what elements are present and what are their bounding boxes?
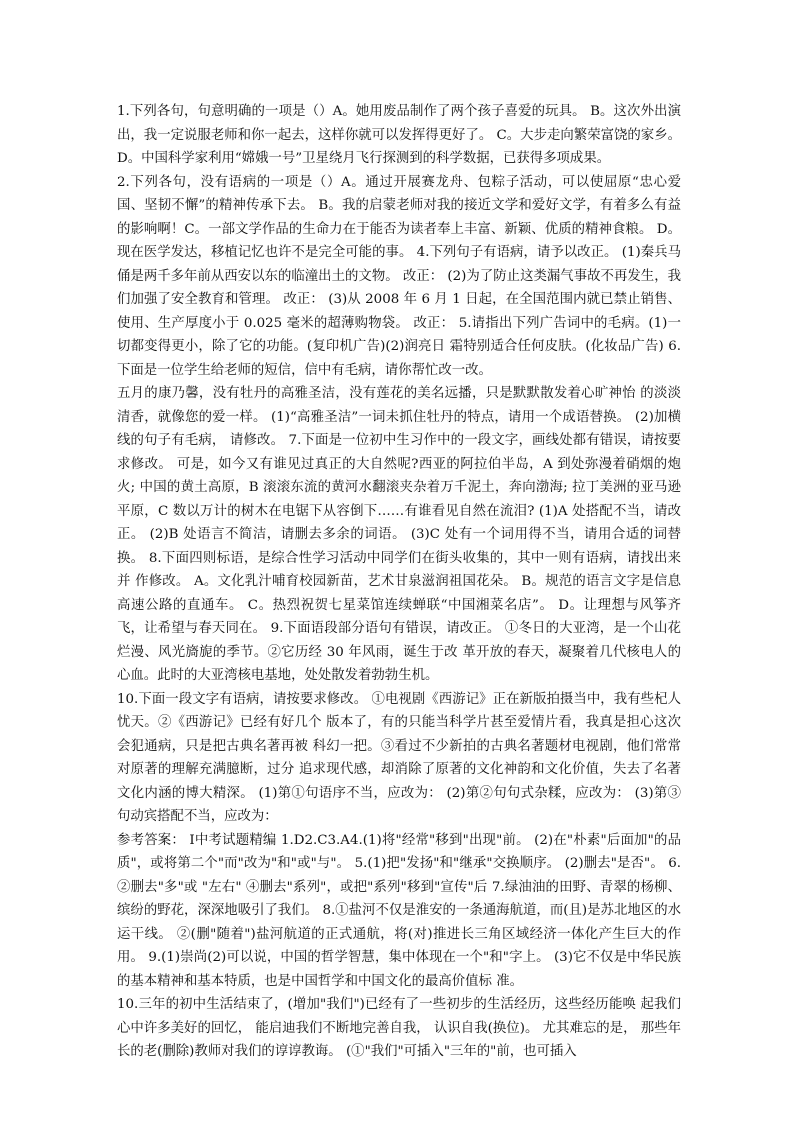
question-1-paragraph: 1.下列各句，句意明确的一项是（）A。她用废品制作了两个孩子喜爱的玩具。 B。这次外出演出，我一定说服老师和你一起去，这样你就可以发挥得更好了。 C。大步走向繁荣富饶的家乡。 D。中国科学家利用“嫦娥一号”卫星绕月飞行探测到的科学数据，已获得多项成果。: [117, 104, 681, 166]
questions-2-6-paragraph: 2.下列各句，没有语病的一项是（）A。通过开展赛龙舟、包粽子活动，可以使屈原“忠心爱国、坚韧不懈”的精神传承下去。 B。我的启蒙老师对我的接近文学和爱好文学，有着多么有益的影响啊！C。一部文学作品的生命力在于能否为读者奉上丰富、新颖、优质的精神食粮。 D。现在医学发达，移植记忆也许不是完全可能的事。 4.下列句子有语病，请予以改正。 (1)秦兵马俑是两千多年前从西安以东的临潼出土的文物。 改正： (2)为了防止这类漏气事故不再发生，我们加强了安全教育和管理。 改正： (3)从 2008 年 6 月 1 日起，在全国范围内就已禁止销售、使用、生产厚度小于 0.025 毫米的超薄购物袋。 改正： 5.请指出下列广告词中的毛病。(1)一切都变得更小，除了它的功能。(复印机广告)(2)润亮日 霜特别适合任何皮肤。(化妆品广告) 6.下面是一位学生给老师的短信，信中有毛病，请你帮忙改一改。: [117, 174, 681, 378]
question-10-paragraph: 10.下面一段文字有语病，请按要求修改。 ①电视剧《西游记》正在新版拍摄当中，我有些杞人忧天。②《西游记》已经有好几个 版本了，有的只能当科学片甚至爱情片看，我真是担心这次会犯通病，只是把古典名著再被 科幻一把。③看过不少新拍的古典名著题材电视剧，他们常常对原著的理解充满臆断，过分 追求现代感，却消除了原著的文化神韵和文化价值，失去了名著文化内涵的博大精深。 (1)第①句语序不当，应改为： (2)第②句句式杂糅，应改为： (3)第③句动宾搭配不当，应改为：: [117, 691, 681, 824]
answer-10-paragraph: 10.三年的初中生活结束了，(增加"我们")已经有了一些初步的生活经历，这些经历能唤 起我们心中许多美好的回忆， 能启迪我们不断地完善自我， 认识自我(换位)。 尤其难忘的是， 那些年长的老(删除)教师对我们的谆谆教诲。 (①"我们"可插入"三年的"前，也可插入: [117, 997, 681, 1059]
questions-6-9-paragraph: 五月的康乃馨，没有牡丹的高雅圣洁，没有莲花的美名远播，只是默默散发着心旷神怡 的淡淡清香，就像您的爱一样。 (1)“高雅圣洁”一词未抓住牡丹的特点，请用一个成语替换。 (2)加横线的句子有毛病， 请修改。 7.下面是一位初中生习作中的一段文字，画线处都有错误，请按要求修改。 可是，如今又有谁见过真正的大自然呢?西亚的阿拉伯半岛，A 到处弥漫着硝烟的炮火; 中国的黄土高原，B 滚滚东流的黄河水翻滚夹杂着万千泥土，奔向渤海; 拉丁美洲的亚马逊 平原，C 数以万计的树木在电锯下从容倒下……有谁看见自然在流泪? (1)A 处搭配不当，请改正。 (2)B 处语言不简洁，请删去多余的词语。 (3)C 处有一个词用得不当，请用合适的词替换。 8.下面四则标语，是综合性学习活动中同学们在街头收集的，其中一则有语病，请找出来并 作修改。 A。文化乳汁哺育校园新苗，艺术甘泉滋润祖国花朵。 B。规范的语言文字是信息高速公路的直通车。 C。热烈祝贺七星菜馆连续蝉联“中国湘菜名店”。 D。让理想与风筝齐飞，让希望与春天同在。 9.下面语段部分语句有错误，请改正。 ①冬日的大亚湾，是一个山花烂漫、风光旖旎的季节。②它历经 30 年风雨，诞生于改 革开放的春天，凝聚着几代核电人的心血。此时的大亚湾核电基地，处处散发着勃勃生机。: [117, 386, 681, 683]
answer-key-paragraph: 参考答案： Ⅰ中考试题精编 1.D2.C3.A4.(1)将"经常"移到"出现"前。 (2)在"朴素"后面加"的品质"，或将第二个"而"改为"和"或"与"。 5.(1)把"发扬"和"继承"交换顺序。 (2)删去"是否"。 6.②删去"多"或 "左右" ④删去"系列"，或把"系列"移到"宣传"后 7.绿油油的田野、青翠的杨柳、缤纷的野花，深深地吸引了我们。 8.①盐河不仅是淮安的一条通海航道，而(且)是苏北地区的水运干线。 ②(删"随着")盐河航道的正式通航，将(对)推进长三角区域经济一体化产生巨大的作用。 9.(1)崇尚(2)可以说，中国的哲学智慧，集中体现在一个"和"字上。 (3)它不仅是中华民族的基本精神和基本特质，也是中国哲学和中国文化的最高价值标 准。: [117, 832, 681, 989]
document-body: [117, 100, 681, 1064]
